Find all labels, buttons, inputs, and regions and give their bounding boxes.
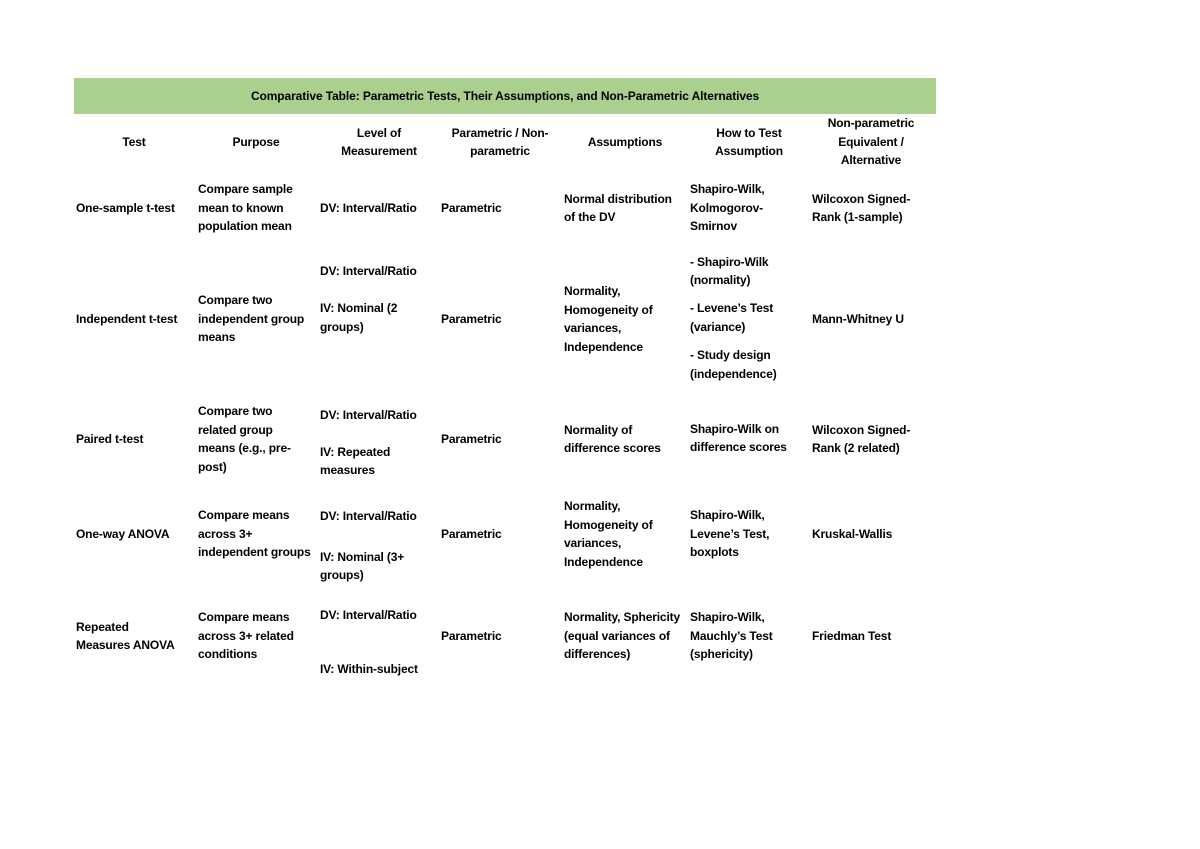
header-level-line: Level of: [356, 125, 402, 140]
cell-how: [690, 506, 808, 562]
cell-how-line: difference scores: [690, 440, 787, 454]
cell-purpose-line: independent groups: [198, 545, 311, 560]
cell-how-line: - Levene’s Test: [690, 301, 774, 315]
table-title-banner: [74, 78, 936, 114]
cell-purpose-line: Compare means: [198, 508, 290, 523]
cell-nonparam-line: Rank (2 related): [812, 441, 900, 455]
cell-how: [690, 253, 808, 290]
header-test-line: Test: [122, 134, 146, 149]
cell-test: [76, 525, 194, 544]
cell-purpose: [198, 180, 316, 236]
cell-purpose-line: Compare sample: [198, 182, 293, 197]
cell-assumptions-line: Homogeneity of: [564, 302, 653, 317]
cell-test-line: Measures ANOVA: [76, 638, 175, 652]
cell-level-line: groups): [320, 319, 364, 334]
header-level-line: Measurement: [341, 144, 417, 158]
cell-assumptions: [564, 282, 688, 356]
cell-nonparam: [812, 525, 936, 544]
cell-how-line: (normality): [690, 273, 751, 287]
cell-level: [320, 406, 438, 425]
cell-purpose-line: mean to known: [198, 200, 284, 215]
cell-nonparam-line: Mann-Whitney U: [812, 311, 904, 326]
cell-how-line: boxplots: [690, 545, 739, 560]
cell-test: [76, 618, 194, 655]
cell-param: Parametric: [441, 311, 502, 326]
cell-purpose-line: across 3+: [198, 526, 253, 541]
header-nonparam-line: Non-parametric: [827, 116, 915, 131]
header-purpose: [191, 133, 321, 152]
header-test: [69, 133, 199, 152]
cell-level: [320, 548, 438, 585]
cell-purpose-line: means: [198, 330, 236, 345]
cell-level: [320, 262, 438, 281]
cell-test-line: Repeated: [76, 619, 129, 634]
cell-level-line: DV: Interval/Ratio: [320, 263, 417, 278]
cell-param: Parametric: [441, 628, 502, 643]
cell-how: [690, 299, 808, 336]
cell-purpose-line: related group: [198, 422, 273, 437]
cell-test-line: Paired t-test: [76, 431, 144, 446]
cell-purpose-line: means (e.g., pre-: [198, 441, 291, 455]
header-assumptions-line: Assumptions: [587, 134, 663, 149]
cell-purpose: [198, 291, 316, 347]
cell-assumptions-line: Independence: [564, 339, 643, 354]
cell-nonparam-line: Kruskal-Wallis: [812, 526, 893, 541]
cell-purpose-line: independent group: [198, 311, 305, 326]
cell-level-line: measures: [320, 463, 375, 477]
header-param-line: Parametric / Non-: [451, 125, 549, 140]
cell-assumptions-line: of the DV: [564, 210, 616, 224]
cell-param: Parametric: [441, 200, 502, 215]
cell-test-line: One-way ANOVA: [76, 526, 170, 541]
header-how-line: How to Test: [716, 125, 782, 140]
cell-how-line: Shapiro-Wilk,: [690, 508, 765, 523]
cell-assumptions-line: Normality,: [564, 499, 621, 513]
cell-assumptions-line: Normality,: [564, 284, 621, 298]
header-how-line: Assumption: [715, 144, 783, 158]
cell-assumptions: [564, 421, 688, 458]
cell-how-line: Levene’s Test,: [690, 526, 770, 541]
cell-assumptions-line: Normality of: [564, 422, 633, 437]
cell-level: [320, 507, 438, 526]
cell-how-line: Smirnov: [690, 219, 737, 234]
cell-how-line: Shapiro-Wilk,: [690, 182, 765, 197]
cell-assumptions-line: differences): [564, 647, 631, 662]
cell-level-line: groups): [320, 568, 364, 582]
cell-how-line: Mauchly’s Test: [690, 628, 773, 643]
cell-nonparam-line: Friedman Test: [812, 628, 892, 643]
cell-nonparam-line: Wilcoxon Signed-: [812, 422, 911, 437]
cell-assumptions: [564, 190, 688, 227]
cell-how: [690, 608, 808, 664]
header-how: [684, 124, 814, 161]
header-nonparam-line: Alternative: [840, 153, 902, 168]
cell-level-line: DV: Interval/Ratio: [320, 508, 417, 523]
cell-how: [690, 346, 808, 383]
cell-purpose: [198, 506, 316, 562]
cell-purpose-line: Compare means: [198, 610, 290, 625]
cell-purpose-line: population mean: [198, 219, 292, 234]
header-param: [435, 124, 565, 161]
cell-level: [320, 299, 438, 336]
cell-level-line: DV: Interval/Ratio: [320, 407, 417, 422]
header-purpose-line: Purpose: [232, 134, 280, 149]
cell-level-line: DV: Interval/Ratio: [320, 607, 417, 622]
cell-test: [76, 430, 194, 449]
cell-how-line: Shapiro-Wilk on: [690, 421, 779, 436]
header-nonparam-line: Equivalent /: [838, 134, 904, 149]
cell-purpose-line: conditions: [198, 647, 258, 662]
cell-assumptions-line: Normality, Sphericity: [564, 610, 680, 625]
cell-level: [320, 660, 438, 679]
cell-test: [76, 310, 194, 329]
cell-how: [690, 420, 808, 457]
cell-assumptions-line: Independence: [564, 554, 643, 569]
cell-param: Parametric: [441, 526, 502, 541]
cell-nonparam: [812, 310, 936, 329]
cell-how-line: (variance): [690, 319, 746, 334]
cell-level: [320, 199, 438, 218]
cell-nonparam: [812, 421, 936, 458]
cell-test-line: Independent t-test: [76, 311, 178, 326]
cell-assumptions-line: variances,: [564, 321, 622, 335]
header-level: [314, 124, 444, 161]
cell-level-line: IV: Repeated: [320, 444, 391, 459]
cell-level-line: DV: Interval/Ratio: [320, 200, 417, 215]
cell-assumptions: [564, 608, 688, 664]
cell-nonparam: [812, 190, 936, 227]
cell-level: [320, 606, 438, 625]
cell-how: [690, 180, 808, 236]
cell-param: Parametric: [441, 431, 502, 446]
cell-purpose-line: post): [198, 459, 227, 474]
cell-how-line: - Shapiro-Wilk: [690, 254, 769, 269]
cell-assumptions-line: variances,: [564, 536, 622, 550]
cell-level: [320, 443, 438, 480]
cell-level-line: IV: Nominal (3+: [320, 549, 405, 564]
cell-assumptions-line: Normal distribution: [564, 191, 672, 206]
cell-purpose: [198, 402, 316, 476]
cell-assumptions-line: (equal variances of: [564, 628, 670, 643]
cell-assumptions: [564, 497, 688, 571]
table-title: Comparative Table: Parametric Tests, Their Assumptions, and Non-Parametric Alternatives: [250, 89, 760, 103]
header-nonparam: [806, 114, 936, 170]
cell-level-line: IV: Nominal (2: [320, 301, 398, 315]
cell-assumptions-line: Homogeneity of: [564, 517, 653, 532]
cell-test: [76, 199, 194, 218]
cell-how-line: (sphericity): [690, 647, 753, 662]
header-assumptions: [560, 133, 690, 152]
cell-purpose-line: Compare two: [198, 404, 273, 418]
cell-purpose: [198, 608, 316, 664]
cell-how-line: Kolmogorov-: [690, 200, 764, 215]
cell-how-line: (independence): [690, 366, 777, 381]
cell-purpose-line: across 3+ related: [198, 628, 294, 643]
cell-purpose-line: Compare two: [198, 293, 273, 308]
cell-nonparam-line: Rank (1-sample): [812, 210, 903, 224]
cell-test-line: One-sample t-test: [76, 200, 175, 215]
cell-assumptions-line: difference scores: [564, 441, 661, 455]
cell-nonparam: [812, 627, 936, 646]
cell-nonparam-line: Wilcoxon Signed-: [812, 191, 911, 206]
cell-level-line: IV: Within-subject: [320, 661, 418, 676]
header-param-line: parametric: [470, 144, 530, 158]
cell-how-line: Shapiro-Wilk,: [690, 610, 765, 625]
cell-how-line: - Study design: [690, 348, 771, 362]
